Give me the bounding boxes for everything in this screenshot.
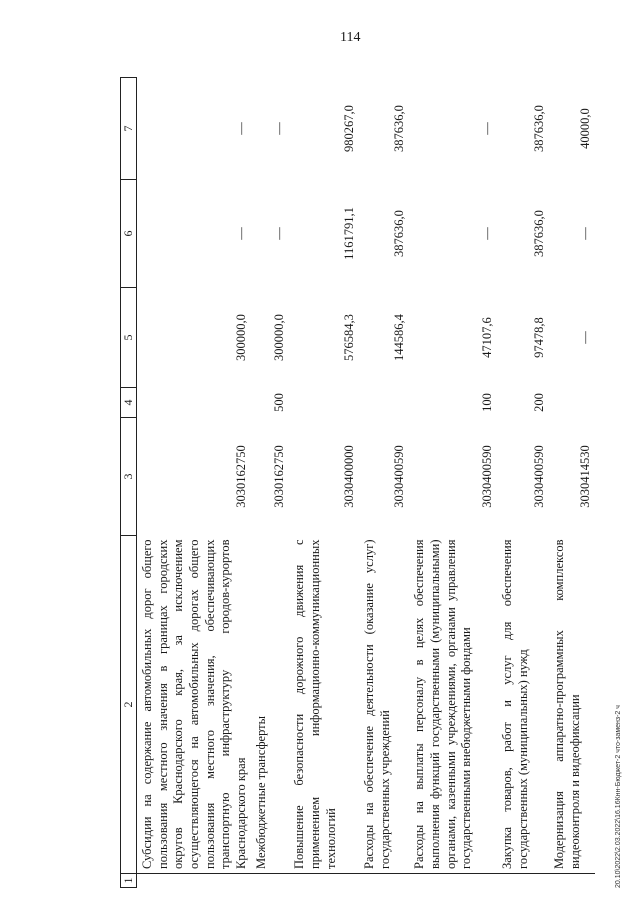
row-code: 3030162750 — [233, 445, 248, 508]
row-name: Межбюджетные трансферты — [254, 715, 269, 869]
rotated-table-container — [120, 78, 592, 888]
empty-cell — [359, 874, 409, 888]
row-type: 200 — [531, 393, 546, 412]
row-code: 3030400590 — [531, 445, 546, 508]
table-row — [359, 78, 409, 888]
row-value-6: — — [577, 227, 592, 240]
row-value-5: 97478,8 — [531, 317, 546, 358]
table-row — [409, 78, 497, 888]
column-header: 1 — [121, 874, 137, 888]
row-value-6: — — [479, 227, 494, 240]
table-row — [549, 78, 595, 888]
row-name: Повышение безопасности дорожного движения с применением информационно-коммуникационных технологий — [292, 539, 338, 869]
row-value-5: — — [577, 331, 592, 344]
empty-cell — [409, 874, 497, 888]
row-value-7: 387636,0 — [531, 105, 546, 152]
row-value-6: — — [233, 227, 248, 240]
row-value-5: 300000,0 — [233, 314, 248, 361]
row-value-5: 576584,3 — [341, 314, 356, 361]
row-name: Субсидии на содержание автомобильных дорог общего пользования местного значения в границах городских округов Краснодарского края, за исключением осуществляющегося на автомобильных дорогах общего пользования местного значения, обеспечивающих транспортную инфраструктуру городов-курортов Краснодарского края — [140, 539, 248, 869]
table-row — [251, 78, 289, 888]
row-code: 3030162750 — [271, 445, 286, 508]
row-value-5: 300000,0 — [271, 314, 286, 361]
budget-table — [120, 77, 595, 888]
row-type: 100 — [479, 393, 494, 412]
row-name: Расходы на обеспечение деятельности (оказание услуг) государственных учреждений — [362, 539, 392, 869]
row-value-6: — — [271, 227, 286, 240]
row-type: 500 — [271, 393, 286, 412]
row-code: 3030400590 — [391, 445, 406, 508]
row-value-5: 144586,4 — [391, 314, 406, 361]
row-name: Закупка товаров, работ и услуг для обеспечения государственных (муниципальных) нужд — [500, 539, 530, 869]
empty-cell — [137, 874, 252, 888]
empty-cell — [251, 874, 289, 888]
row-type — [549, 388, 595, 418]
row-value-6: 387636,0 — [531, 210, 546, 257]
row-value-7: — — [479, 122, 494, 135]
row-value-7: — — [233, 122, 248, 135]
empty-cell — [289, 874, 359, 888]
row-value-7: 980267,0 — [341, 105, 356, 152]
column-header: 6 — [121, 180, 137, 288]
row-value-7: 387636,0 — [391, 105, 406, 152]
row-name: Модернизация аппаратно-программных комплексов видеоконтроля и видеофиксации — [552, 539, 582, 869]
row-type — [289, 388, 359, 418]
empty-cell — [497, 874, 549, 888]
row-code: 3030414530 — [577, 445, 592, 508]
empty-cell — [549, 874, 595, 888]
row-code: 3030400590 — [479, 445, 494, 508]
column-header: 3 — [121, 418, 137, 536]
table-row — [137, 78, 252, 888]
header-row — [121, 78, 137, 888]
row-code: 3030400000 — [341, 445, 356, 508]
page-number: 114 — [340, 30, 361, 45]
row-type — [359, 388, 409, 418]
document-stamp: 20.10\2022\2.03.2022\16.16Кнн-Бюджет-2 что-заменз-2 ч — [615, 705, 622, 888]
column-header: 2 — [121, 536, 137, 874]
table-row — [289, 78, 359, 888]
row-value-5: 47107,6 — [479, 317, 494, 358]
column-header: 5 — [121, 288, 137, 388]
row-value-7: — — [271, 122, 286, 135]
table-row — [497, 78, 549, 888]
row-type — [137, 388, 252, 418]
column-header: 4 — [121, 388, 137, 418]
row-value-6: 1161791,1 — [341, 207, 356, 260]
row-value-7: 40000,0 — [577, 108, 592, 149]
column-header: 7 — [121, 78, 137, 180]
row-name: Расходы на выплаты персоналу в целях обеспечения выполнения функций государственными (муниципальными) органами, казенными учреждениями, органами управления государственными внебюджетными фондами — [412, 539, 474, 869]
row-value-6: 387636,0 — [391, 210, 406, 257]
